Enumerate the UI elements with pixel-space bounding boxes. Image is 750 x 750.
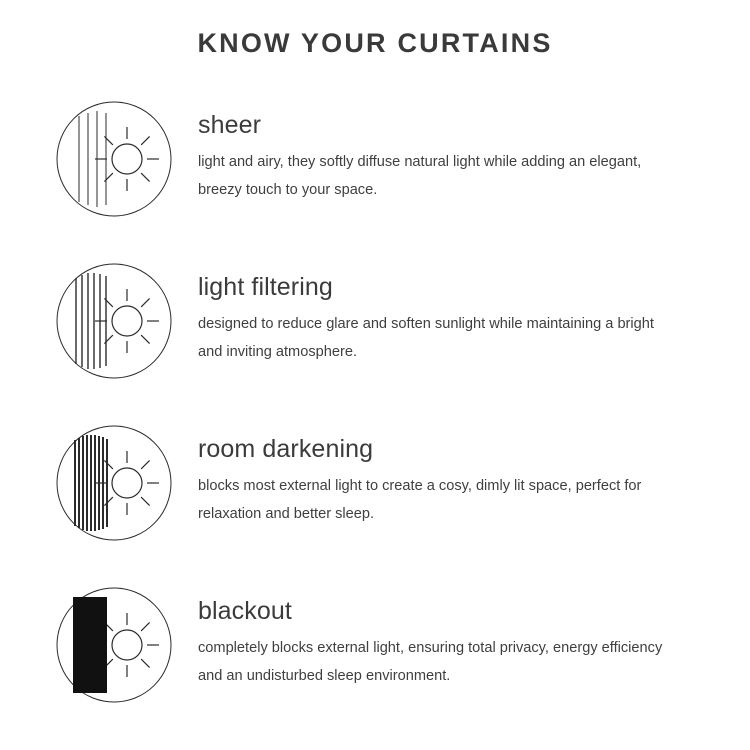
list-item bbox=[0, 421, 750, 545]
blackout-curtain-sun-icon bbox=[52, 583, 176, 707]
list-item-description: light and airy, they softly diffuse natural light while adding an elegant, breezy touch to your space. bbox=[198, 154, 642, 199]
list-item-text bbox=[198, 259, 698, 367]
list-item-text bbox=[198, 583, 698, 691]
list-item bbox=[0, 97, 750, 221]
list-item-description: blocks most external light to create a cosy, dimly lit space, perfect for relaxation and better sleep. bbox=[198, 478, 642, 523]
list-item-title: sheer bbox=[198, 111, 262, 139]
list-item-title: room darkening bbox=[198, 435, 374, 463]
curtain-type-list bbox=[0, 97, 750, 707]
room-darkening-curtain-sun-icon bbox=[52, 421, 176, 545]
list-item bbox=[0, 259, 750, 383]
sheer-curtain-sun-icon bbox=[52, 97, 176, 221]
light-filtering-curtain-sun-icon bbox=[52, 259, 176, 383]
list-item-text bbox=[198, 421, 698, 529]
list-item-title: light filtering bbox=[198, 273, 333, 301]
list-item-title: blackout bbox=[198, 597, 292, 625]
list-item-text bbox=[198, 97, 698, 205]
page-title: KNOW YOUR CURTAINS bbox=[197, 28, 553, 58]
list-item-description: completely blocks external light, ensuring total privacy, energy efficiency and an undisturbed sleep environment. bbox=[198, 640, 663, 685]
list-item-description: designed to reduce glare and soften sunlight while maintaining a bright and inviting atmosphere. bbox=[198, 316, 654, 361]
list-item bbox=[0, 583, 750, 707]
